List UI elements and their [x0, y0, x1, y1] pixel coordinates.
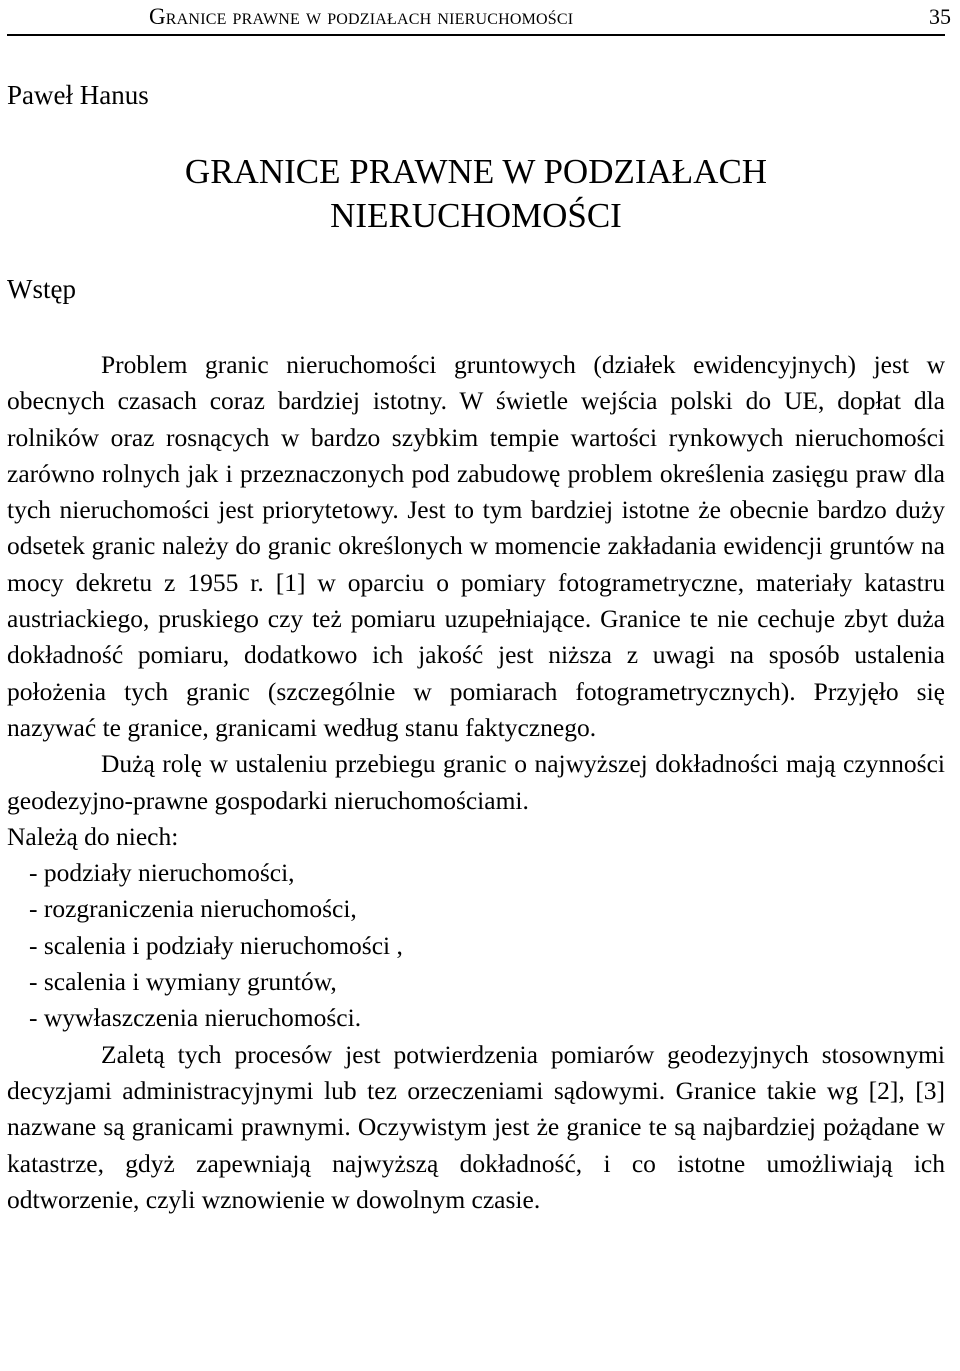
procedure-list [7, 855, 945, 1036]
page-number: 35 [929, 4, 951, 29]
list-item: - podziały nieruchomości, [29, 858, 295, 888]
list-item: - rozgraniczenia nieruchomości, [29, 894, 357, 924]
author: Paweł Hanus [7, 80, 149, 110]
article-title-line-1: GRANICE PRAWNE W PODZIAŁACH [184, 152, 768, 191]
running-title: Granice prawne w podziałach nieruchomości [149, 4, 574, 29]
list-item: - wywłaszczenia nieruchomości. [29, 1003, 362, 1033]
running-header [7, 2, 951, 36]
article-body [7, 347, 945, 1218]
paragraph-legal-boundaries: Zaletą tych procesów jest potwierdzenia pomiarów geodezyjnych stosownymi decyzjami administracyjnymi lub tez orzeczeniami sądowymi. Granice takie wg [2], [3] nazwane są granicami prawnymi. Oczywistym jest że granice te są najbardziej pożądane w katastrze, gdyż zapewniają najwyższą dokładność, i co istotne umożliwiają ich odtworzenie, czyli wznowienie w dowolnym czasie. [7, 1039, 945, 1214]
article-title [7, 150, 945, 238]
paragraph-intro: Problem granic nieruchomości gruntowych (działek ewidencyjnych) jest w obecnych czasach coraz bardziej istotny. W świetle wejścia polski do UE, dopłat dla rolników oraz rosnących w bardzo szybkim tempie wartości rynkowych nieruchomości zarówno rolnych jak i przeznaczonych pod zabudowę problem określenia zasięgu praw dla tych nieruchomości jest priorytetowy. Jest to tym bardziej istotne że obecnie bardzo duży odsetek granic należy do granic określonych w momencie zakładania ewidencji gruntów na mocy dekretu z 1955 r. [1] w oparciu o pomiary fotogrametryczne, materiały katastru austriackiego, pruskiego czy też pomiaru uzupełniające. Granice te nie cechuje zbyt duża dokładność pomiaru, dodatkowo ich jakość jest niższa z uwagi na sposób ustalenia położenia tych granic (szczególnie w pomiarach fotogrametrycznych). Przyjęło się nazywać te granice, granicami według stanu faktycznego. [7, 350, 945, 742]
list-intro: Należą do niech: [7, 821, 179, 851]
list-item: - scalenia i podziały nieruchomości , [29, 930, 403, 960]
list-item: - scalenia i wymiany gruntów, [29, 967, 337, 997]
paragraph-geodetic-legal: Dużą rolę w ustaleniu przebiegu granic o najwyższej dokładności mają czynności geodezyjno-prawne gospodarki nieruchomościami. [7, 749, 945, 815]
section-heading: Wstęp [7, 274, 76, 304]
article-title-line-2: NIERUCHOMOŚCI [330, 196, 622, 235]
